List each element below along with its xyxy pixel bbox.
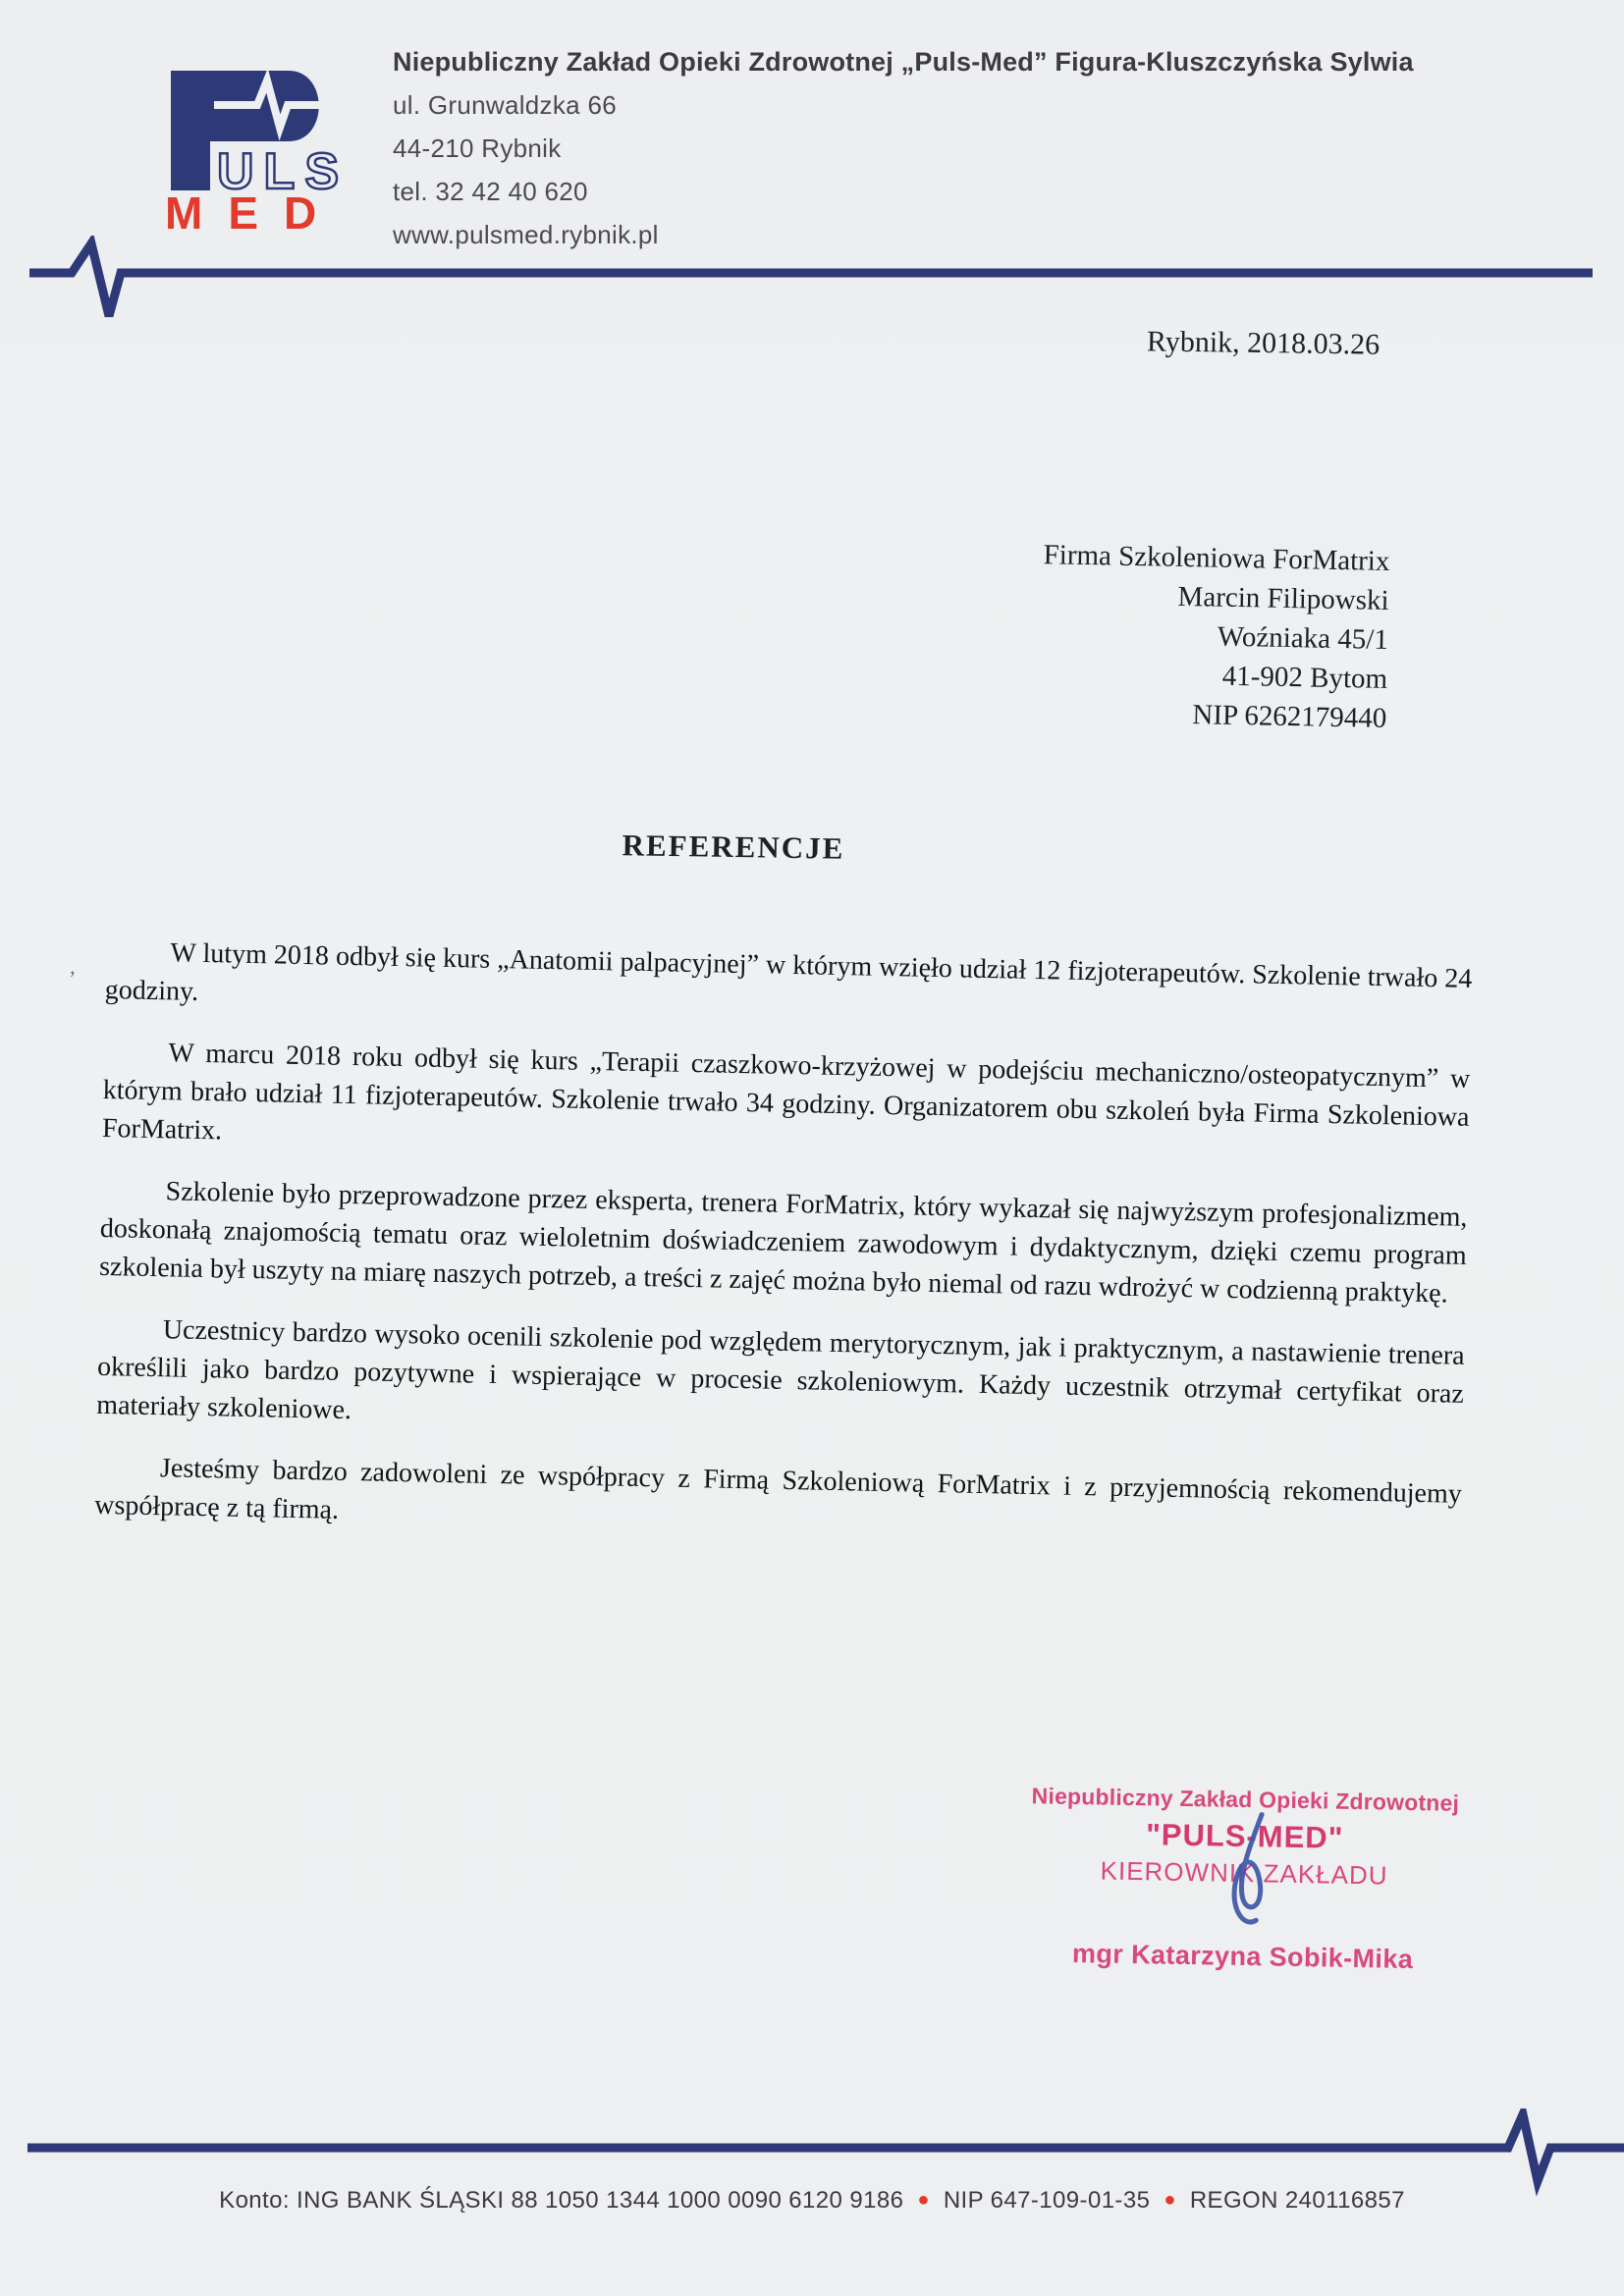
handwritten-signature bbox=[1217, 1812, 1297, 1941]
recipient-block bbox=[1040, 535, 1390, 738]
bottom-divider-pulse-line bbox=[0, 2109, 1624, 2197]
recipient-nip: NIP 6262179440 bbox=[1192, 699, 1387, 734]
scan-artifact-mark: ’ bbox=[69, 966, 77, 990]
company-website: www.pulsmed.rybnik.pl bbox=[393, 220, 659, 249]
paragraph-5: Jesteśmy bardzo zadowoleni ze współpracy z Firmą Szkoleniową ForMatrix i z przyjemnością rekomendujemy współpracę z tą firmą. bbox=[93, 1453, 1463, 1525]
bottom-divider-stroke bbox=[27, 2114, 1624, 2181]
company-name: Niepubliczny Zakład Opieki Zdrowotnej „Puls-Med” Figura-Kluszczyńska Sylwia bbox=[393, 47, 1414, 77]
paragraph-2: W marcu 2018 roku odbył się kurs „Terapii czaszkowo-krzyżowej w podejściu mechaniczno/osteopatycznym” w którym brało udział 11 fizjoterapeutów. Szkolenie trwało 34 godziny. Organizatorem obu szkoleń była Firma Szkoleniowa ForMatrix. bbox=[101, 1038, 1471, 1147]
letter-body bbox=[93, 933, 1472, 1575]
paragraph-3: Szkolenie było przeprowadzone przez eksperta, trenera ForMatrix, który wykazał się najwyższym profesjonalizmem, doskonałą znajomością tematu oraz wieloletnim doświadczeniem zawodowym i dydaktycznym, dzięki czemu program szkolenia był uszyty na miarę naszych potrzeb, a treści z zajęć można było niemal od razu wdrożyć w codzienną praktykę. bbox=[98, 1176, 1468, 1309]
stamp-name-line: "PULS-MED" bbox=[1145, 1817, 1344, 1855]
stamp-role-line: KIEROWNIK ZAKŁADU bbox=[1100, 1855, 1388, 1891]
stamp-org-line: Niepubliczny Zakład Opieki Zdrowotnej bbox=[1031, 1783, 1460, 1816]
paragraph-4: Uczestnicy bardzo wysoko ocenili szkolenie pod względem merytorycznym, jak i praktycznym, a nastawienie trenera określili jako bardzo pozytywne i wspierające w procesie szkoleniowym. Każdy uczestnik otrzymał certyfikat oraz materiały szkoleniowe. bbox=[96, 1314, 1465, 1426]
recipient-company: Firma Szkoleniowa ForMatrix bbox=[1043, 539, 1390, 577]
paragraph-1: W lutym 2018 odbył się kurs „Anatomii palpacyjnej” w którym wzięło udział 12 fizjoterapeutów. Szkolenie trwało 24 godziny. bbox=[104, 937, 1473, 1007]
company-address-city: 44-210 Rybnik bbox=[393, 133, 562, 163]
footer-account: Konto: ING BANK ŚLĄSKI 88 1050 1344 1000 0090 6120 9186 bbox=[219, 2187, 904, 2214]
footer-nip: NIP 647-109-01-35 bbox=[943, 2187, 1151, 2214]
logo-p-stem bbox=[171, 71, 210, 190]
letterhead bbox=[393, 47, 1473, 250]
red-dot-icon: ● bbox=[917, 2189, 930, 2211]
footer-registry-line bbox=[0, 2187, 1624, 2215]
stamp-signatory-name: mgr Katarzyna Sobik-Mika bbox=[1071, 1938, 1414, 1975]
recipient-street: Woźniaka 45/1 bbox=[1217, 620, 1389, 656]
signature-stroke bbox=[1234, 1814, 1263, 1922]
puls-med-logo bbox=[134, 51, 345, 234]
recipient-person: Marcin Filipowski bbox=[1177, 580, 1390, 616]
red-dot-icon: ● bbox=[1164, 2189, 1176, 2211]
top-divider-pulse-line bbox=[0, 236, 1624, 324]
logo-med-text: MED bbox=[165, 187, 343, 234]
recipient-city: 41-902 Bytom bbox=[1221, 660, 1388, 695]
letter-title: REFERENCJE bbox=[622, 828, 845, 866]
company-stamp bbox=[992, 1783, 1495, 1977]
logo-uls-text: ULS bbox=[217, 143, 345, 200]
letter-date: Rybnik, 2018.03.26 bbox=[1146, 325, 1380, 361]
company-phone: tel. 32 42 40 620 bbox=[393, 177, 588, 206]
top-divider-stroke bbox=[29, 243, 1593, 316]
company-address-street: ul. Grunwaldzka 66 bbox=[393, 90, 617, 120]
footer-regon: REGON 240116857 bbox=[1189, 2187, 1405, 2214]
puls-med-logo-graphic bbox=[134, 51, 345, 234]
